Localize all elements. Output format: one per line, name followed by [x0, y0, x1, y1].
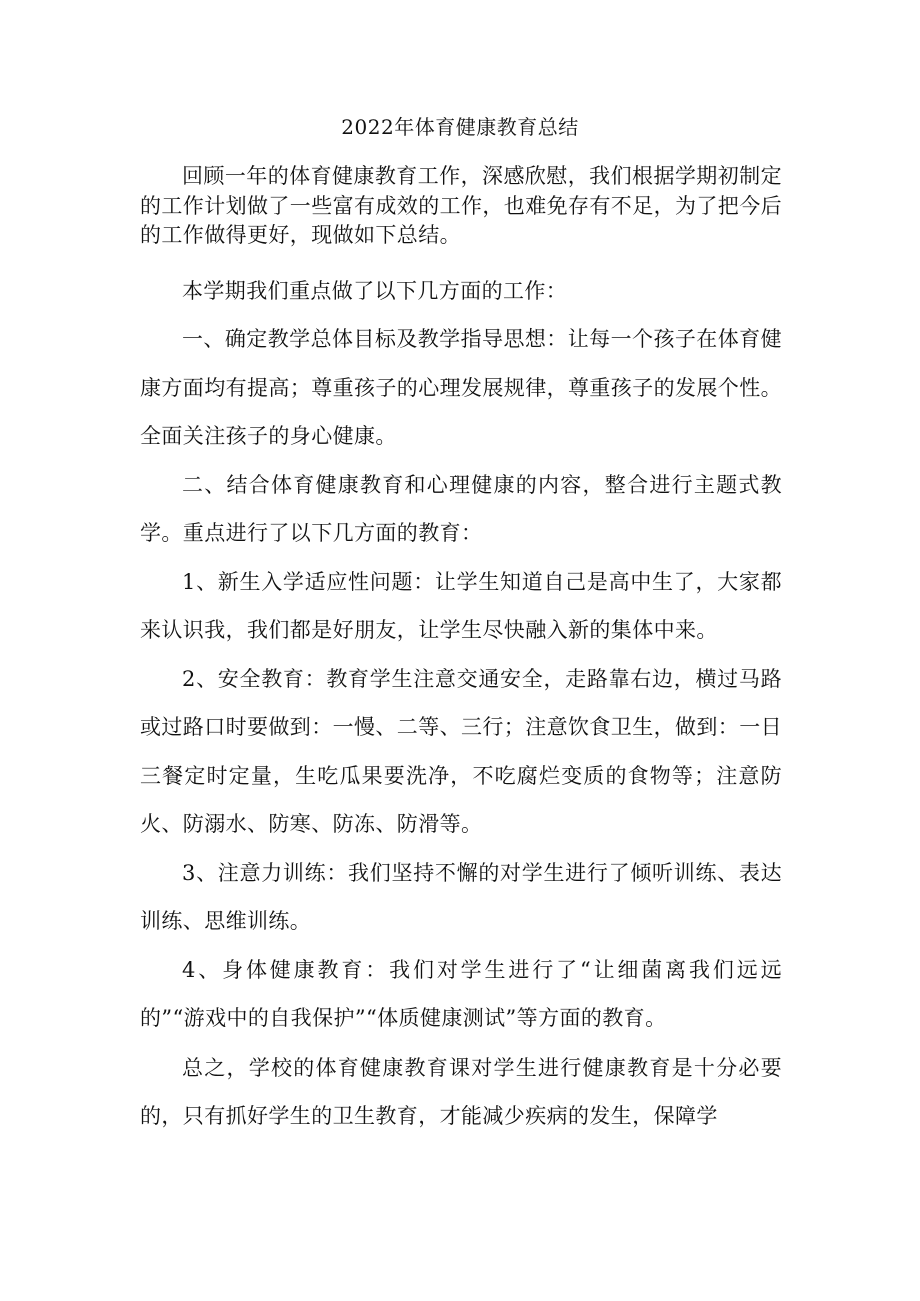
document-body: [140, 162, 782, 1141]
paragraph-conclusion: 总之，学校的体育健康教育课对学生进行健康教育是十分必要的，只有抓好学生的卫生教育，才能减少疾病的发生，保障学: [140, 1055, 782, 1128]
paragraph-item-2: 2、安全教育：教育学生注意交通安全，走路靠右边，横过马路或过路口时要做到：一慢、二等、三行；注意饮食卫生，做到：一日三餐定时定量，生吃瓜果要洗净，不吃腐烂变质的食物等；注意防火、防溺水、防寒、防冻、防滑等。: [140, 666, 782, 836]
paragraph-item-3: 3、注意力训练：我们坚持不懈的对学生进行了倾听训练、表达训练、思维训练。: [140, 860, 782, 933]
paragraph-item-1: 1、新生入学适应性问题：让学生知道自己是高中生了，大家都来认识我，我们都是好朋友，让学生尽快融入新的集体中来。: [140, 569, 782, 642]
paragraph-overview: 本学期我们重点做了以下几方面的工作：: [182, 278, 568, 303]
paragraph-section-1: 一、确定教学总体目标及教学指导思想：让每一个孩子在体育健康方面均有提高；尊重孩子的心理发展规律，尊重孩子的发展个性。全面关注孩子的身心健康。: [140, 327, 782, 448]
paragraph-section-2: 二、结合体育健康教育和心理健康的内容，整合进行主题式教学。重点进行了以下几方面的教育：: [140, 472, 782, 545]
paragraph-item-4: 4、身体健康教育：我们对学生进行了“让细菌离我们远远的”“游戏中的自我保护”“体质健康测试”等方面的教育。: [140, 957, 782, 1030]
paragraph-intro: 回顾一年的体育健康教育工作，深感欣慰，我们根据学期初制定的工作计划做了一些富有成效的工作，也难免存有不足，为了把今后的工作做得更好，现做如下总结。: [140, 164, 782, 247]
document-title: 2022年体育健康教育总结: [341, 115, 579, 139]
